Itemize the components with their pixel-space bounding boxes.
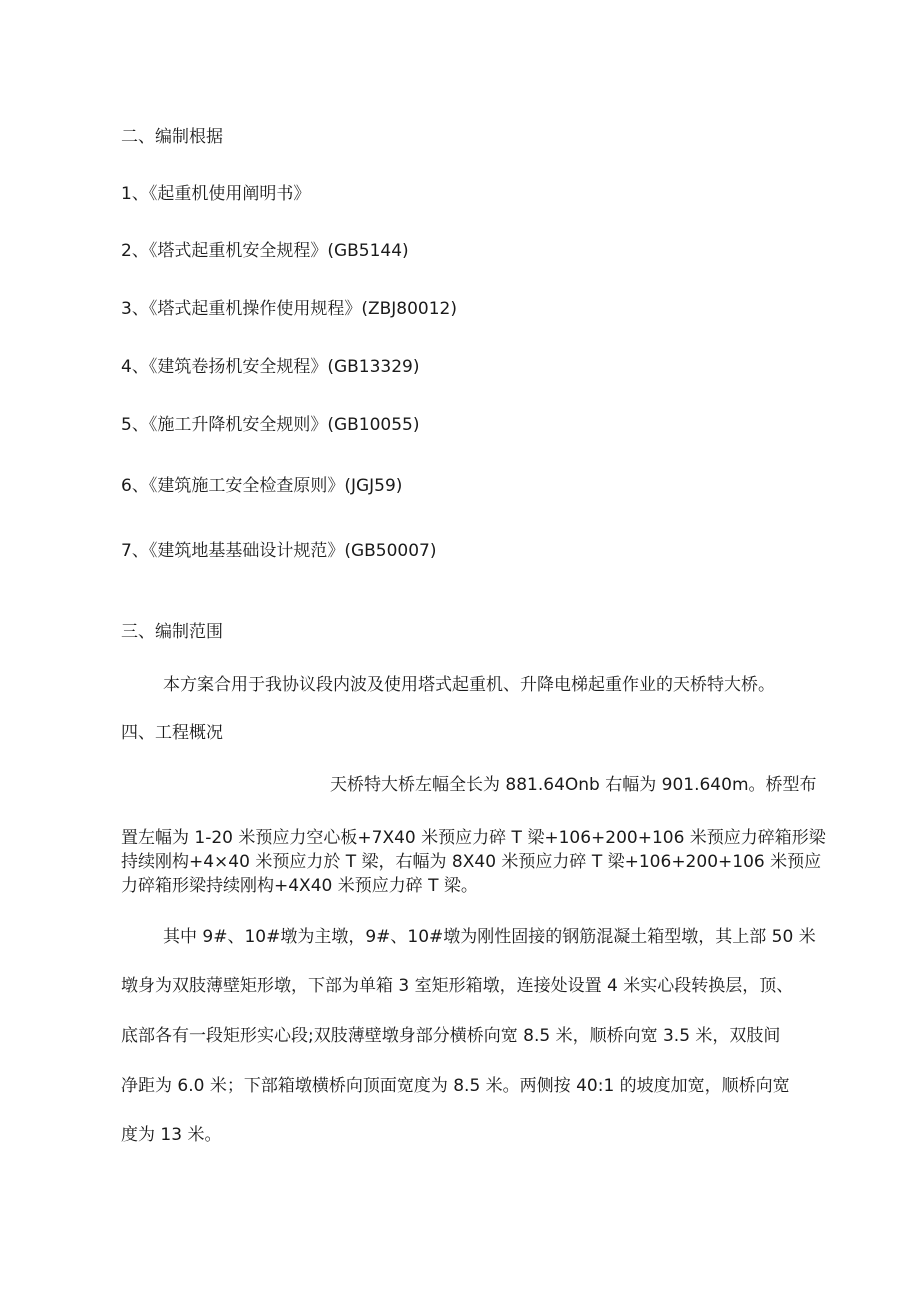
overview-paragraph-2-line-3: 底部各有一段矩形实心段;双肢薄壁墩身部分横桥向宽 8.5 米，顺桥向宽 3.5 米，双肢间 — [121, 1026, 781, 1046]
reference-item-4: 4、《建筑卷扬机安全规程》(GB13329) — [121, 357, 420, 377]
overview-paragraph-2-line-2: 墩身为双肢薄壁矩形墩，下部为单箱 3 室矩形箱墩，连接处设置 4 米实心段转换层，顶、 — [121, 976, 794, 996]
reference-item-2: 2、《塔式起重机安全规程》(GB5144) — [121, 241, 409, 261]
section-heading-scope: 三、编制范围 — [121, 622, 223, 642]
overview-paragraph-1-body: 置左幅为 1-20 米预应力空心板+7X40 米预应力碎 T 梁+106+200+106 米预应力碎箱形梁持续刚构+4×40 米预应力於 T 梁，右幅为 8X40 米预应力碎 T 梁+106+200+106 米预应力碎箱形梁持续刚构+4X40 米预应力碎 T 梁。 — [121, 828, 826, 896]
scope-paragraph: 本方案合用于我协议段内波及使用塔式起重机、升降电梯起重作业的天桥特大桥。 — [163, 675, 775, 695]
reference-item-7: 7、《建筑地基基础设计规范》(GB50007) — [121, 541, 437, 561]
overview-paragraph-2-line-5: 度为 13 米。 — [121, 1125, 222, 1145]
overview-paragraph-2-line-1: 其中 9#、10#墩为主墩，9#、10#墩为刚性固接的钢筋混凝土箱型墩，其上部 50 米 — [163, 927, 816, 947]
overview-paragraph-1-first-line: 天桥特大桥左幅全长为 881.64Onb 右幅为 901.640m。桥型布 — [330, 775, 817, 795]
section-heading-overview: 四、工程概况 — [121, 723, 223, 743]
reference-item-3: 3、《塔式起重机操作使用规程》(ZBJ80012) — [121, 299, 457, 319]
section-heading-basis: 二、编制根据 — [121, 127, 223, 147]
reference-item-5: 5、《施工升降机安全规则》(GB10055) — [121, 415, 420, 435]
reference-item-6: 6、《建筑施工安全检查原则》(JGJ59) — [121, 476, 403, 496]
overview-paragraph-2-line-4: 净距为 6.0 米；下部箱墩横桥向顶面宽度为 8.5 米。两侧按 40:1 的坡度加宽，顺桥向宽 — [121, 1076, 790, 1096]
reference-item-1: 1、《起重机使用阐明书》 — [121, 184, 311, 204]
